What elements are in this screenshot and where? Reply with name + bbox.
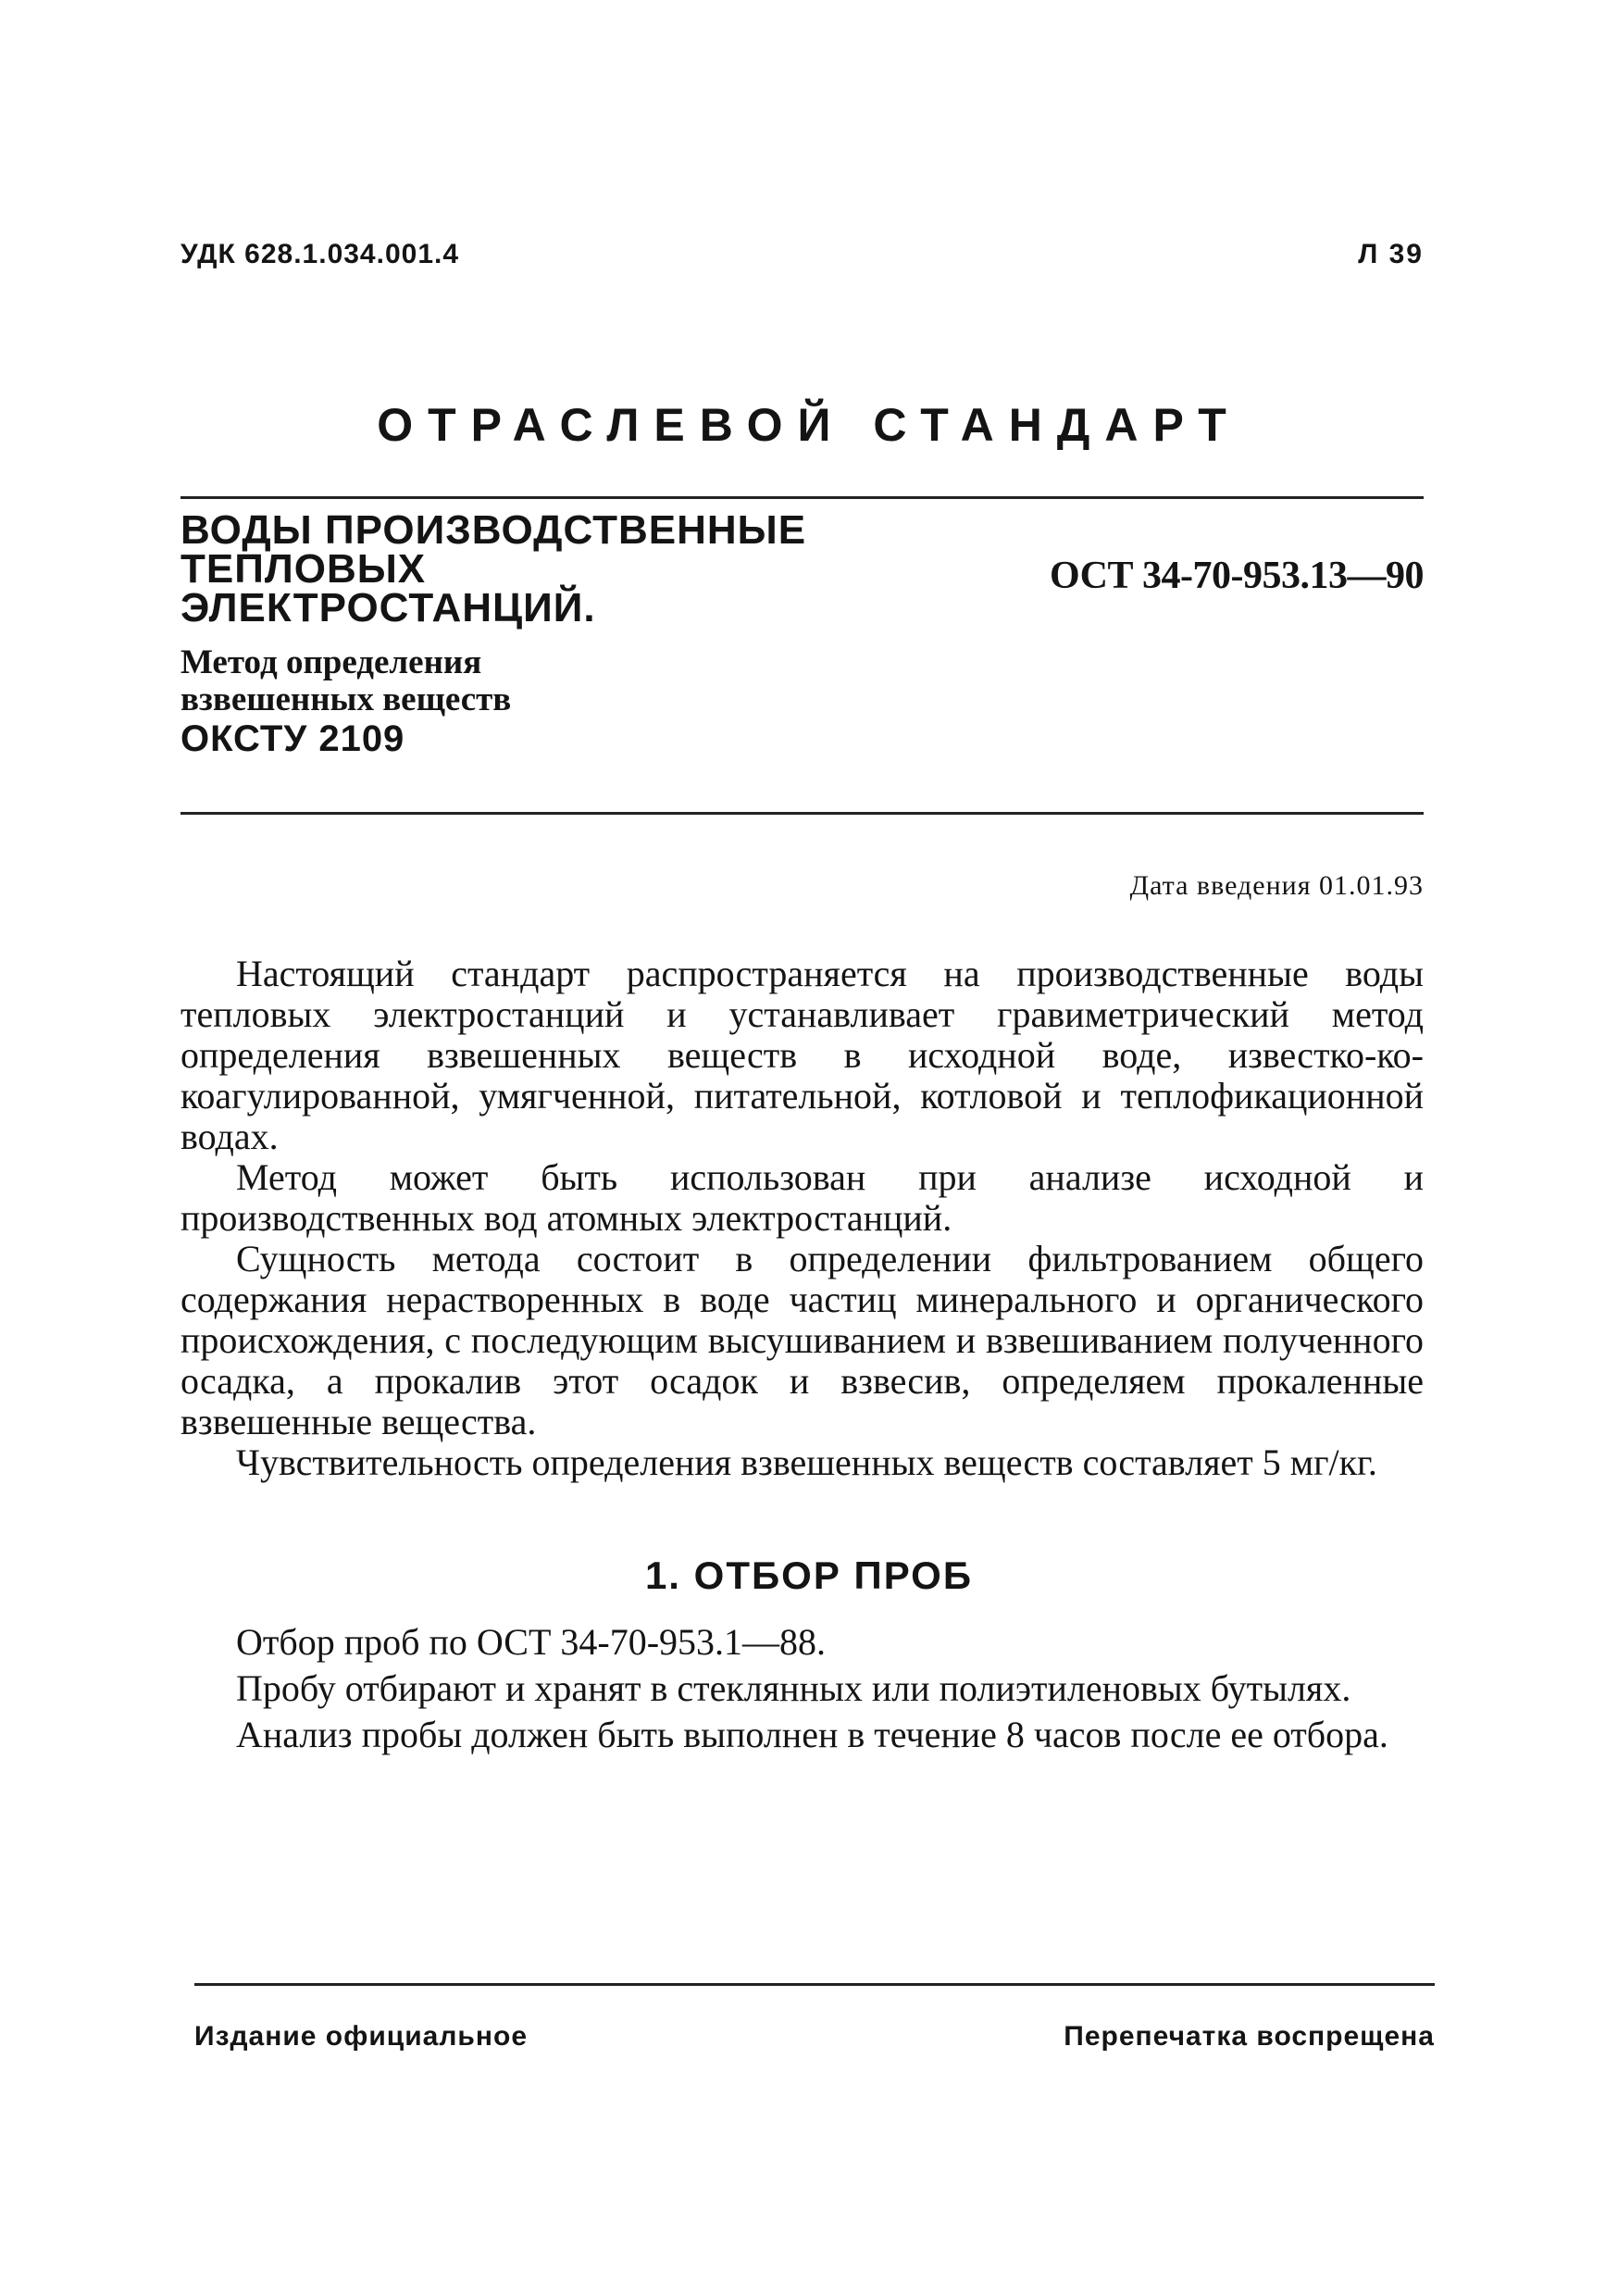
paragraph: Отбор проб по ОСТ 34-70-953.1—88.: [236, 1621, 827, 1663]
document-subtitle: [180, 644, 884, 718]
title-line-3: ЭЛЕКТРОСТАНЦИЙ.: [180, 585, 596, 630]
paragraph: Чувствительность определения взвешенных веществ составляет 5 мг/кг.: [236, 1441, 1377, 1483]
document-title: [180, 507, 884, 630]
oksu-code: ОКСТУ 2109: [180, 718, 405, 759]
intro-date: Дата введения 01.01.93: [1129, 870, 1424, 901]
title-line-1: ВОДЫ ПРОИЗВОДСТВЕННЫЕ: [180, 507, 807, 553]
subtitle-line-2: взвешенных веществ: [180, 680, 512, 718]
footer-official-edition: Издание официальное: [194, 2021, 529, 2052]
section-1-body: [180, 1622, 1424, 1761]
classification-code: Л 39: [1358, 239, 1424, 269]
document-type-heading: ОТРАСЛЕВОЙ СТАНДАРТ: [377, 399, 1241, 451]
title-divider: [180, 812, 1424, 815]
intro-section: [180, 954, 1424, 1483]
paragraph: Сущность метода состоит в определении фильтрованием общего содержания нерастворенных в воде частиц минерального и органического происхождения, с последующим высушиванием и взвешиванием полученного осадка, а прокалив этот осадок и взвесив, определяем прокаленные взвешенные вещества.: [180, 1238, 1424, 1442]
title-line-2: ТЕПЛОВЫХ: [180, 546, 427, 592]
paragraph: Пробу отбирают и хранят в стеклянных или полиэтиленовых бутылях.: [236, 1667, 1351, 1709]
title-block: [180, 507, 884, 759]
subtitle-line-1: Метод определения: [180, 643, 482, 681]
standard-number: ОСТ 34-70-953.13—90: [1050, 555, 1424, 597]
footer-reprint-notice: Перепечатка воспрещена: [1064, 2021, 1435, 2052]
section-heading: 1. ОТБОР ПРОБ: [644, 1554, 974, 1597]
udk-code: УДК 628.1.034.001.4: [180, 239, 460, 269]
paragraph: Настоящий стандарт распространяется на производственные воды тепловых электростанций и устанавливает гравиметрический метод определения взвешенных веществ в исходной воде, известко-ко-коагулированной, умягченной, питательной, котловой и теплофикационной водах.: [180, 953, 1424, 1157]
paragraph: Метод может быть использован при анализе исходной и производственных вод атомных электростанций.: [180, 1156, 1424, 1239]
paragraph: Анализ пробы должен быть выполнен в течение 8 часов после ее отбора.: [236, 1714, 1388, 1755]
footer-divider: [194, 1983, 1435, 1986]
top-divider: [180, 496, 1424, 499]
